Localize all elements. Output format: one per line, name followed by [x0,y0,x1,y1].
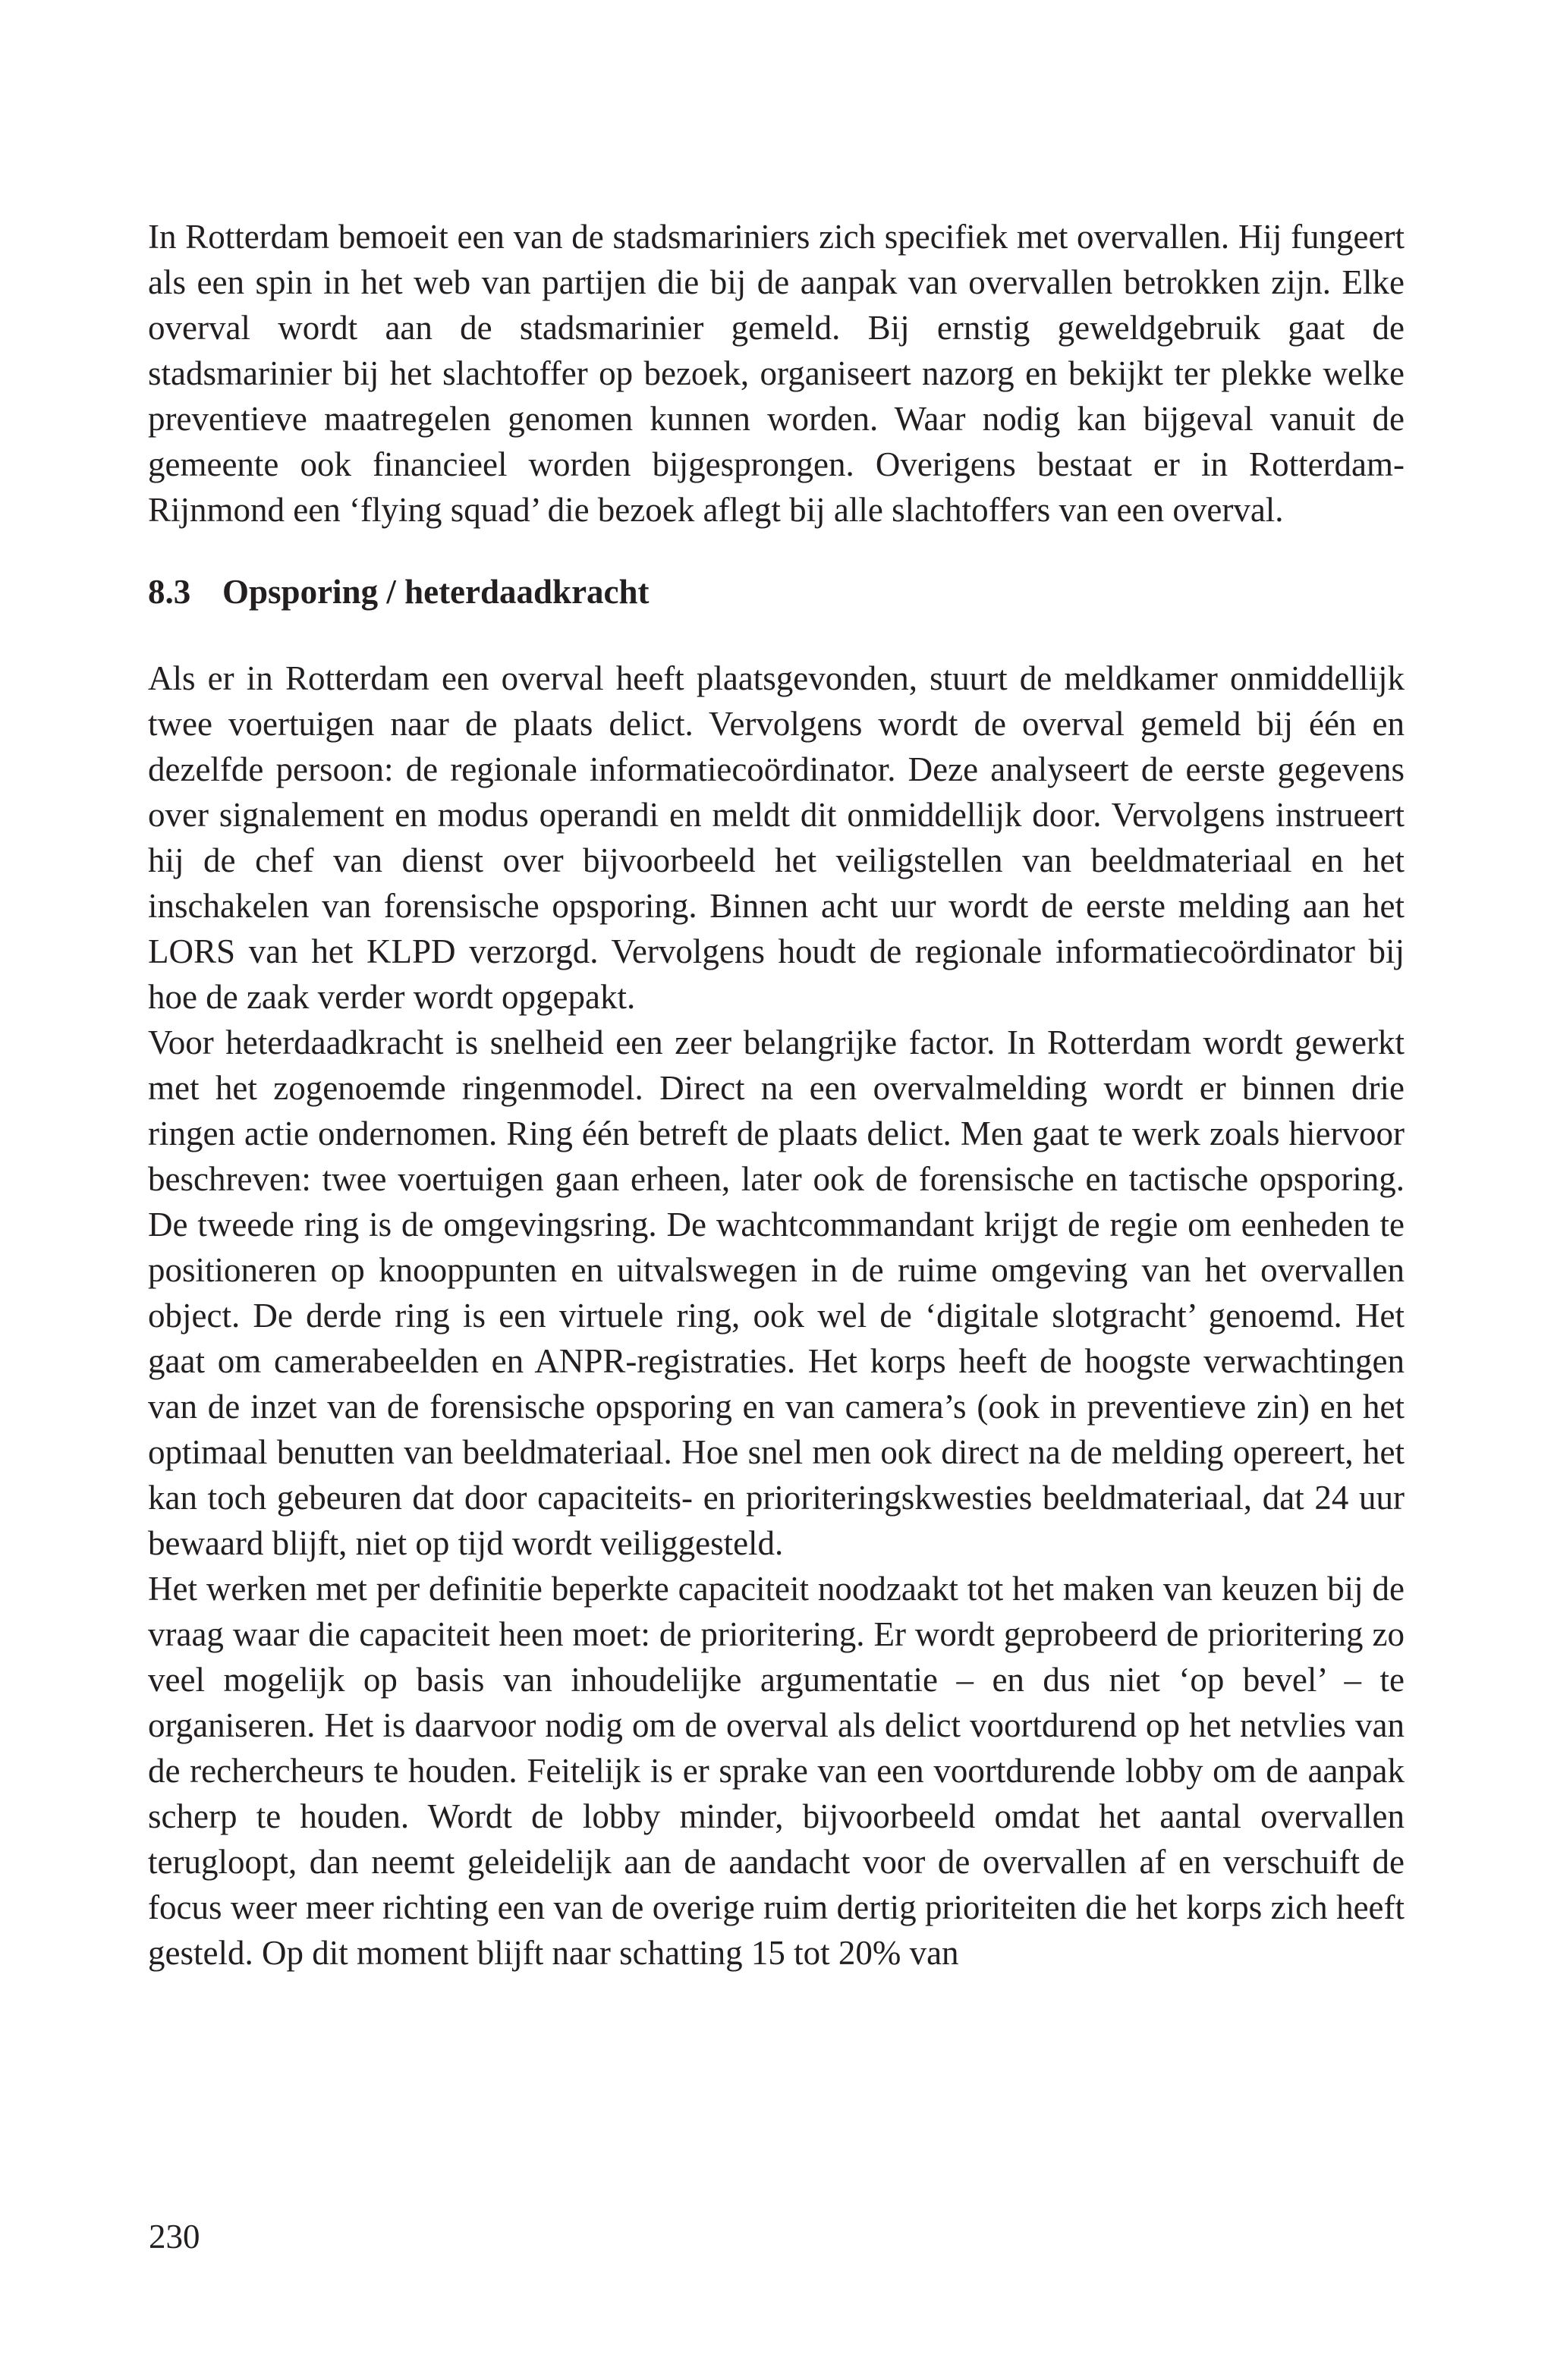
section-title: Opsporing / heterdaadkracht [222,573,650,611]
paragraph-meldkamer: Als er in Rotterdam een overval heeft plaatsgevonden, stuurt de meldkamer onmiddellijk twee voertuigen naar de plaats delict. Vervolgens wordt de overval gemeld bij één en dezelfde persoon: de regionale informatiecoördinator. Deze analyseert de eerste gegevens over signalement en modus operandi en meldt dit onmiddellijk door. Vervolgens instrueert hij de chef van dienst over bijvoorbeeld het veiligstellen van beeldmateriaal en het inschakelen van forensische opsporing. Binnen acht uur wordt de eerste melding aan het LORS van het KLPD verzorgd. Vervolgens houdt de regionale informatiecoördinator bij hoe de zaak verder wordt opgepakt. [148,659,1405,1016]
paragraph-heterdaadkracht: Voor heterdaadkracht is snelheid een zeer belangrijke factor. In Rotterdam wordt gewerkt met het zogenoemde ringenmodel. Direct na een overvalmelding wordt er binnen drie ringen actie ondernomen. Ring één betreft de plaats delict. Men gaat te werk zoals hiervoor beschreven: twee voertuigen gaan erheen, later ook de forensische en tactische opsporing. De tweede ring is de omgevingsring. De wachtcommandant krijgt de regie om eenheden te positioneren op knooppunten en uitvalswegen in de ruime omgeving van het overvallen object. De derde ring is een virtuele ring, ook wel de ‘digitale slotgracht’ genoemd. Het gaat om camerabeelden en ANPR-registraties. Het korps heeft de hoogste verwachtingen van de inzet van de forensische opsporing en van camera’s (ook in preventieve zin) en het optimaal benutten van beeldmateriaal. Hoe snel men ook direct na de melding opereert, het kan toch gebeuren dat door capaciteits- en prioriteringskwesties beeldmateriaal, dat 24 uur bewaard blijft, niet op tijd wordt veiliggesteld. [148,1023,1405,1562]
paragraph-stadsmarinier: In Rotterdam bemoeit een van de stadsmariniers zich specifiek met overvallen. Hij fungeert als een spin in het web van partijen die bij de aanpak van overvallen betrokken zijn. Elke overval wordt aan de stadsmarinier gemeld. Bij ernstig geweldgebruik gaat de stadsmarinier bij het slachtoffer op bezoek, organiseert nazorg en bekijkt ter plekke welke preventieve maatregelen genomen kunnen worden. Waar nodig kan bijgeval vanuit de gemeente ook financieel worden bijgesprongen. Overigens bestaat er in Rotterdam-Rijnmond een ‘flying squad’ die bezoek aflegt bij alle slachtoffers van een overval. [148,218,1405,529]
paragraph-prioritering: Het werken met per definitie beperkte capaciteit noodzaakt tot het maken van keuzen bij de vraag waar die capaciteit heen moet: de prioritering. Er wordt geprobeerd de prioritering zo veel mogelijk op basis van inhoudelijke argumentatie – en dus niet ‘op bevel’ – te organiseren. Het is daarvoor nodig om de overval als delict voortdurend op het netvlies van de rechercheurs te houden. Feitelijk is er sprake van een voortdurende lobby om de aanpak scherp te houden. Wordt de lobby minder, bijvoorbeeld omdat het aantal overvallen terugloopt, dan neemt geleidelijk aan de aandacht voor de overvallen af en verschuift de focus weer meer richting een van de overige ruim dertig prioriteiten die het korps zich heeft gesteld. Op dit moment blijft naar schatting 15 tot 20% van [148,1570,1405,1972]
section-heading [148,569,1405,615]
section-number: 8.3 [148,573,191,611]
page-number: 230 [149,2218,200,2256]
page-body [148,214,1405,1976]
